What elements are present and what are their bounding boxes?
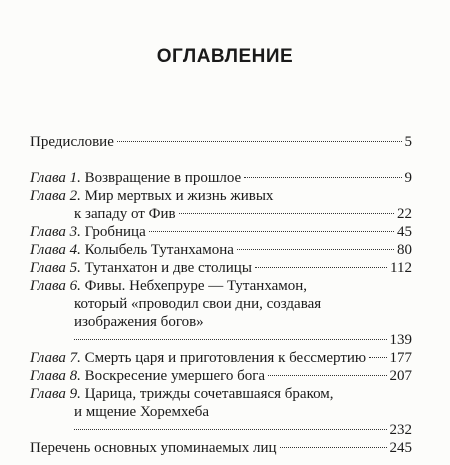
chapter-label: Глава 3. bbox=[30, 224, 81, 240]
dot-leader bbox=[149, 231, 394, 232]
toc-entry-chapter-8 bbox=[30, 367, 412, 385]
dot-leader bbox=[74, 429, 387, 430]
dot-leader bbox=[280, 447, 387, 448]
toc-entry-chapter-2 bbox=[30, 187, 412, 223]
toc-entry-title-cont: который «проводил свои дни, создавая bbox=[74, 296, 322, 312]
page-number: 9 bbox=[404, 170, 412, 186]
dot-leader bbox=[255, 267, 387, 268]
page-number: 112 bbox=[390, 260, 412, 276]
page-number: 45 bbox=[397, 224, 412, 240]
dot-leader bbox=[237, 249, 394, 250]
toc-entry-chapter-4 bbox=[30, 241, 412, 259]
page-title: ОГЛАВЛЕНИЕ bbox=[156, 46, 294, 67]
page-number: 22 bbox=[397, 206, 412, 222]
toc-entry-title: Тутанхатон и две столицы bbox=[84, 260, 252, 276]
toc-entry-chapter-3 bbox=[30, 223, 412, 241]
page-number: 139 bbox=[389, 332, 412, 348]
dot-leader bbox=[369, 357, 386, 358]
chapter-label: Глава 4. bbox=[30, 242, 81, 258]
dot-leader bbox=[244, 177, 401, 178]
dot-leader bbox=[74, 339, 387, 340]
toc-entry-title-cont: изображения богов» bbox=[74, 314, 204, 330]
toc-entry-chapter-7 bbox=[30, 349, 412, 367]
toc-entry-chapter-5 bbox=[30, 259, 412, 277]
toc-entry-title: Предисловие bbox=[30, 134, 114, 150]
toc-entry-title: Мир мертвых и жизнь живых bbox=[84, 188, 274, 204]
toc-entry-title-cont: к западу от Фив bbox=[74, 206, 176, 222]
chapter-label: Глава 7. bbox=[30, 350, 81, 366]
toc-entry-title: Колыбель Тутанхамона bbox=[84, 242, 234, 258]
page-number: 80 bbox=[397, 242, 412, 258]
page-number: 245 bbox=[389, 440, 412, 456]
toc-entry-title: Возвращение в прошлое bbox=[84, 170, 242, 186]
chapter-label: Глава 8. bbox=[30, 368, 81, 384]
page-number: 207 bbox=[389, 368, 412, 384]
toc-entry-title: Царица, трижды сочетавшаяся браком, bbox=[84, 386, 334, 402]
toc-entry-title: Воскресение умершего бога bbox=[84, 368, 266, 384]
toc-entry-index bbox=[30, 439, 412, 457]
chapter-label: Глава 2. bbox=[30, 188, 81, 204]
chapter-label: Глава 9. bbox=[30, 386, 81, 402]
dot-leader bbox=[117, 141, 402, 142]
toc-entry-title-cont: и мщение Хоремхеба bbox=[74, 404, 210, 420]
page-number: 232 bbox=[389, 422, 412, 438]
toc-entry-title: Смерть царя и приготовления к бессмертию bbox=[84, 350, 367, 366]
chapter-label: Глава 1. bbox=[30, 170, 81, 186]
toc-entry-title: Фивы. Небхепруре — Тутанхамон, bbox=[84, 278, 308, 294]
page-number: 5 bbox=[404, 134, 412, 150]
page-number: 177 bbox=[389, 350, 412, 366]
toc-entry-chapter-9 bbox=[30, 385, 412, 439]
chapter-label: Глава 5. bbox=[30, 260, 81, 276]
toc-entry-title: Перечень основных упоминаемых лиц bbox=[30, 440, 277, 456]
toc-entry-title: Гробница bbox=[84, 224, 146, 240]
toc-entry-preface bbox=[30, 133, 412, 151]
toc-entry-chapter-1 bbox=[30, 169, 412, 187]
dot-leader bbox=[179, 213, 394, 214]
toc-entry-chapter-6 bbox=[30, 277, 412, 349]
dot-leader bbox=[268, 375, 386, 376]
chapter-label: Глава 6. bbox=[30, 278, 81, 294]
